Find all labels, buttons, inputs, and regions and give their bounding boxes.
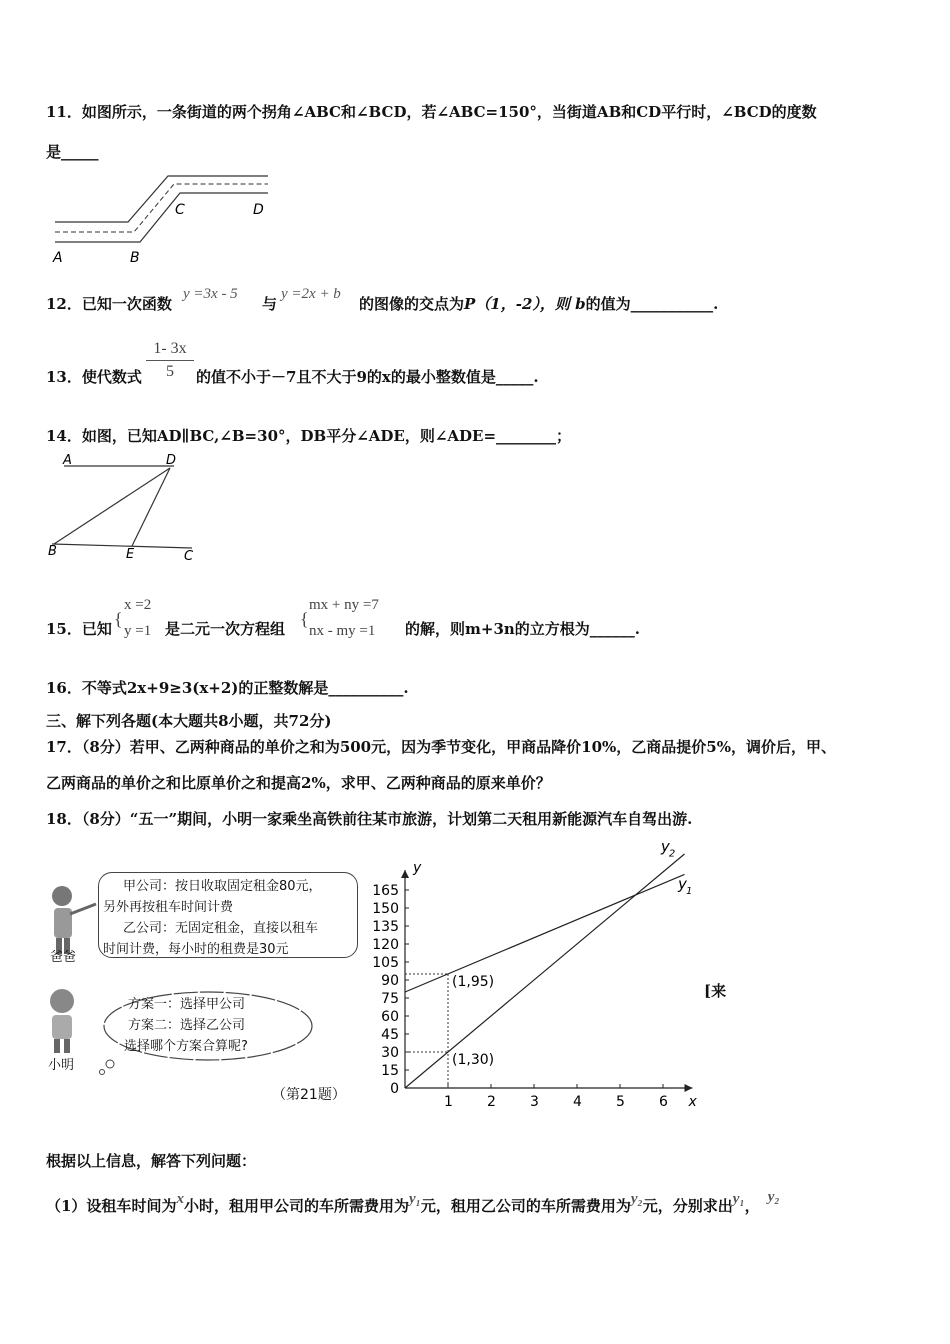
q16-text: 16．不等式2x+9≥3(x+2)的正整数解是__________.	[46, 679, 409, 697]
x-tick-label: 6	[659, 1094, 668, 1110]
q15-sys2-top: mx + ny =7	[309, 597, 379, 613]
q18-sub1-y2b: y₂	[767, 1189, 780, 1205]
x-tick-label: 5	[616, 1094, 625, 1110]
q18-sub1-y1: y₁	[408, 1191, 421, 1207]
y-tick-label: 105	[372, 955, 399, 971]
q14-label-d: D	[166, 453, 177, 468]
q14-label-e: E	[126, 547, 135, 562]
q12-prefix: 12．已知一次函数	[46, 295, 172, 313]
y-tick-label: 75	[381, 991, 399, 1007]
q18-sub1-sep: ，	[744, 1197, 760, 1215]
dad-bubble-line1: 甲公司：按日收取固定租金80元，	[123, 879, 322, 894]
y-tick-label: 165	[372, 883, 399, 899]
kid-label: 小明	[48, 1058, 75, 1073]
x-tick-label: 3	[530, 1094, 539, 1110]
annotation-point-1-30: (1,30)	[452, 1052, 495, 1068]
rental-cost-chart	[365, 840, 705, 1110]
x-tick-label: 1	[444, 1094, 453, 1110]
q13-prefix: 13．使代数式	[46, 368, 142, 386]
dad-speech-bubble	[98, 872, 358, 958]
q14-label-b: B	[48, 544, 57, 559]
q15-sys1-bottom: y =1	[124, 623, 152, 639]
x-tick-label: 2	[487, 1094, 496, 1110]
kid-figure	[40, 985, 90, 1060]
q11-line1: 11．如图所示，一条街道的两个拐角∠ABC和∠BCD，若∠ABC=150°，当街道AB和CD平行时，∠BCD的度数	[46, 103, 817, 121]
q11-label-d: D	[253, 202, 264, 218]
q12-eq1: y =3x - 5	[183, 286, 238, 302]
dad-bubble-line4: 时间计费，每小时的租费是30元	[103, 942, 289, 957]
y-tick-label: 90	[381, 973, 399, 989]
q18-line1: 18．（8分）“五一”期间，小明一家乘坐高铁前往某市旅游，计划第二天租用新能源汽车自驾出游.	[46, 810, 693, 828]
q18-info: 根据以上信息，解答下列问题：	[46, 1152, 257, 1170]
series-label-y2: y	[660, 840, 670, 856]
series-line-y2	[405, 854, 685, 1088]
series-label-y1: y	[678, 874, 687, 893]
q18-sub1-y1b: y₁	[732, 1191, 745, 1207]
kid-bubble-line2: 方案二：选择乙公司	[128, 1018, 246, 1033]
q17-line2: 乙两商品的单价之和比原单价之和提高2%，求甲、乙两种商品的原来单价？	[46, 774, 551, 792]
q18-sub1	[46, 1189, 780, 1217]
q13-denominator: 5	[166, 363, 174, 380]
x-tick-label: 4	[573, 1094, 582, 1110]
y-tick-label: 45	[381, 1027, 399, 1043]
y-axis-label: y	[413, 860, 422, 876]
y-axis-arrow	[401, 870, 409, 878]
x-axis-label: x	[688, 1094, 697, 1110]
q11-label-b: B	[130, 250, 140, 266]
q15-system2	[309, 592, 379, 644]
section3-heading: 三、解下列各题(本大题共8小题，共72分)	[46, 712, 332, 730]
q11-label-a: A	[53, 250, 63, 266]
q12-mid: 与	[262, 295, 278, 313]
annotation-point-1-95: (1,95)	[452, 974, 495, 990]
q14-label-c: C	[184, 549, 194, 564]
q17-line1: 17．（8分）若甲、乙两种商品的单价之和为500元，因为季节变化，甲商品降价10%，乙商品提价5%，调价后，甲、	[46, 738, 836, 756]
dad-label: 爸爸	[50, 950, 77, 965]
q11-street-figure	[50, 168, 275, 268]
q12-line	[46, 294, 172, 314]
q13-numerator: 1- 3x	[153, 340, 187, 357]
q15-prefix: 15．已知	[46, 620, 112, 638]
y-tick-label: 30	[381, 1045, 399, 1061]
y-tick-label: 15	[381, 1063, 399, 1079]
q12-suffix-a: 的图像的交点为	[359, 295, 465, 313]
dad-bubble-line3: 乙公司：无固定租金，直接以租车	[123, 921, 319, 936]
y-tick-label: 0	[390, 1081, 399, 1097]
y-tick-label: 120	[372, 937, 399, 953]
q12-suffix	[359, 294, 718, 314]
q14-figure	[46, 452, 206, 567]
q14-text: 14．如图，已知AD∥BC,∠B=30°，DB平分∠ADE，则∠ADE=________；	[46, 427, 572, 445]
q15-mid: 是二元一次方程组	[165, 620, 286, 638]
q12-var-b: b	[575, 295, 586, 313]
q15-sys1-top: x =2	[124, 597, 152, 613]
q13-suffix: 的值不小于－7且不大于9的x的最小整数值是_____.	[196, 368, 539, 386]
kid-thought-bubble	[124, 994, 248, 1057]
q18-sub1-d: 元，分别求出	[642, 1197, 733, 1215]
y-tick-label: 60	[381, 1009, 399, 1025]
y-tick-label: 135	[372, 919, 399, 935]
q11-line2: 是_____	[46, 143, 99, 161]
figure-caption: （第21题）	[272, 1087, 346, 1103]
kid-bubble-line3: 选择哪个方案合算呢?	[124, 1039, 248, 1054]
q11-label-c: C	[175, 202, 185, 218]
q15-system1	[124, 592, 151, 644]
q14-label-a: A	[63, 453, 72, 468]
q15-sys2-bottom: nx - my =1	[309, 623, 376, 639]
q18-sub1-b: 小时，租用甲公司的车所需费用为	[183, 1197, 409, 1215]
q18-sub1-x: x	[176, 1191, 184, 1207]
side-note: [来	[704, 982, 727, 1000]
y-tick-label: 150	[372, 901, 399, 917]
q15-suffix: 的解，则m+3n的立方根为______.	[405, 620, 641, 638]
series-label-y1-sub: 1	[686, 885, 693, 897]
q15-brace2: {	[300, 609, 309, 629]
q18-sub1-a: （1）设租车时间为	[46, 1197, 177, 1215]
q13-fraction	[146, 340, 194, 381]
q18-sub1-y2: y₂	[630, 1191, 643, 1207]
dad-bubble-line2: 另外再按租车时间计费	[103, 900, 234, 915]
q12-eq2: y =2x + b	[281, 286, 341, 302]
series-label-y2-sub: 2	[668, 848, 676, 860]
q12-suffix-b: 的值为___________.	[585, 295, 719, 313]
q15-brace1: {	[114, 609, 123, 629]
q18-sub1-c: 元，租用乙公司的车所需费用为	[420, 1197, 631, 1215]
kid-bubble-line1: 方案一：选择甲公司	[128, 997, 246, 1012]
x-axis-arrow	[685, 1084, 693, 1092]
q12-point: P（1，-2），则	[464, 295, 570, 313]
